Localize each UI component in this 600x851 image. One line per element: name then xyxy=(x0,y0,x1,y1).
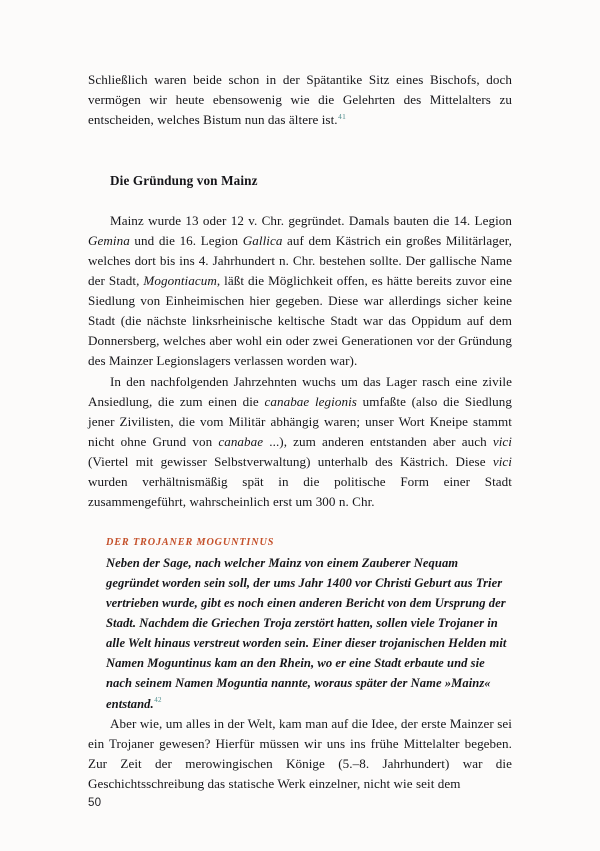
intro-text: Schließlich waren beide schon in der Spätantike Sitz eines Bischofs, doch vermögen wir heute ebensowenig wie die Gelehrten des Mittelalters zu entscheiden, welches Bistum nun das ältere ist. xyxy=(88,72,512,128)
par2-seg-c: ...), zum anderen entstanden aber auch xyxy=(263,433,493,449)
par2-seg-b: umfaßte (also die Siedlung jener Zivilisten, die vom Militär abhängig waren; unser Wort Kneipe stammt nicht ohne Grund von xyxy=(88,393,513,449)
text-column xyxy=(88,70,512,794)
par2-seg-d: (Viertel mit gewisser Selbstverwaltung) unterhalb des Kästrich. Diese xyxy=(88,453,493,469)
section-heading-block xyxy=(88,171,512,191)
callout-text: Neben der Sage, nach welcher Mainz von einem Zauberer Nequam gegründet worden sein soll, der ums Jahr 1400 vor Christi Geburt aus Trier vertrieben wurde, gibt es noch einen anderen Bericht von dem Ursprung der Stadt. Nachdem die Griechen Troja zerstört hatten, sollen viele Trojaner in alle Welt hinaus verstreut worden sein. Einer dieser trojanischen Helden mit Namen Moguntinus kam an den Rhein, wo er eine Stadt erbaute und sie nach seinem Namen Moguntia nannte, woraus später der Name »Mainz« entstand. xyxy=(106,555,507,711)
footnote-marker-42[interactable]: 42 xyxy=(154,696,162,705)
par2-seg-a: In den nachfolgenden Jahrzehnten wuchs um das Lager rasch eine zivile Ansiedlung, die zum einen die xyxy=(88,373,512,409)
par2-seg-e: wurden verhältnismäßig spät in die politische Form einer Stadt zusammengeführt, wahrscheinlich erst um 300 n. Chr. xyxy=(88,473,512,509)
par1-italic-gallica: Gallica xyxy=(242,233,283,249)
par2-italic-vici-1: vici xyxy=(492,433,512,449)
par2-italic-canabae-legionis: canabae legionis xyxy=(264,393,357,409)
footnote-marker-41[interactable]: 41 xyxy=(338,111,347,121)
par1-italic-mogontiacum: Mogontiacum xyxy=(143,273,217,289)
callout-paragraph xyxy=(106,553,512,714)
closing-text: Aber wie, um alles in der Welt, kam man auf die Idee, der erste Mainzer sei ein Trojaner gewesen? Hierfür müssen wir uns ins frühe Mittelalter begeben. Zur Zeit der merowingischen Könige (5.–8. Jahrhundert) war die Geschichtsschreibung das statische Werk einzelner, nicht wie seit dem xyxy=(88,715,512,791)
section-paragraph-1 xyxy=(88,211,512,371)
section-paragraph-2 xyxy=(88,372,512,512)
par2-italic-vici-2: vici xyxy=(492,453,512,469)
par1-seg-c: auf dem Kästrich ein großes Militärlager, welches dort bis ins 4. Jahrhundert n. Chr. bestehen sollte. Der gallische Name der Stadt, xyxy=(88,233,512,289)
par1-seg-a: Mainz wurde 13 oder 12 v. Chr. gegründet. Damals bauten die 14. Legion xyxy=(110,213,512,229)
intro-paragraph xyxy=(88,70,512,130)
closing-paragraph xyxy=(88,714,512,794)
par1-seg-d: , läßt die Möglichkeit offen, es hätte bereits zuvor eine Siedlung von Einheimischen hier gegeben. Diese war allerdings sicher keine Stadt (die nächste linksrheinische keltische Stadt war das Oppidum auf dem Donnersberg, welches aber wohl ein oder zwei Generationen vor der Gründung des Mainzer Legionslagers verlassen worden war). xyxy=(88,273,512,369)
par1-italic-gemina: Gemina xyxy=(88,233,130,249)
par1-seg-b: und die 16. Legion xyxy=(129,233,243,249)
callout-box xyxy=(106,535,512,714)
par2-italic-canabae: canabae xyxy=(218,433,264,449)
page-number: 50 xyxy=(88,796,102,809)
callout-heading: DER TROJANER MOGUNTINUS xyxy=(106,536,275,548)
page-title: Die Gründung von Mainz xyxy=(110,173,258,189)
